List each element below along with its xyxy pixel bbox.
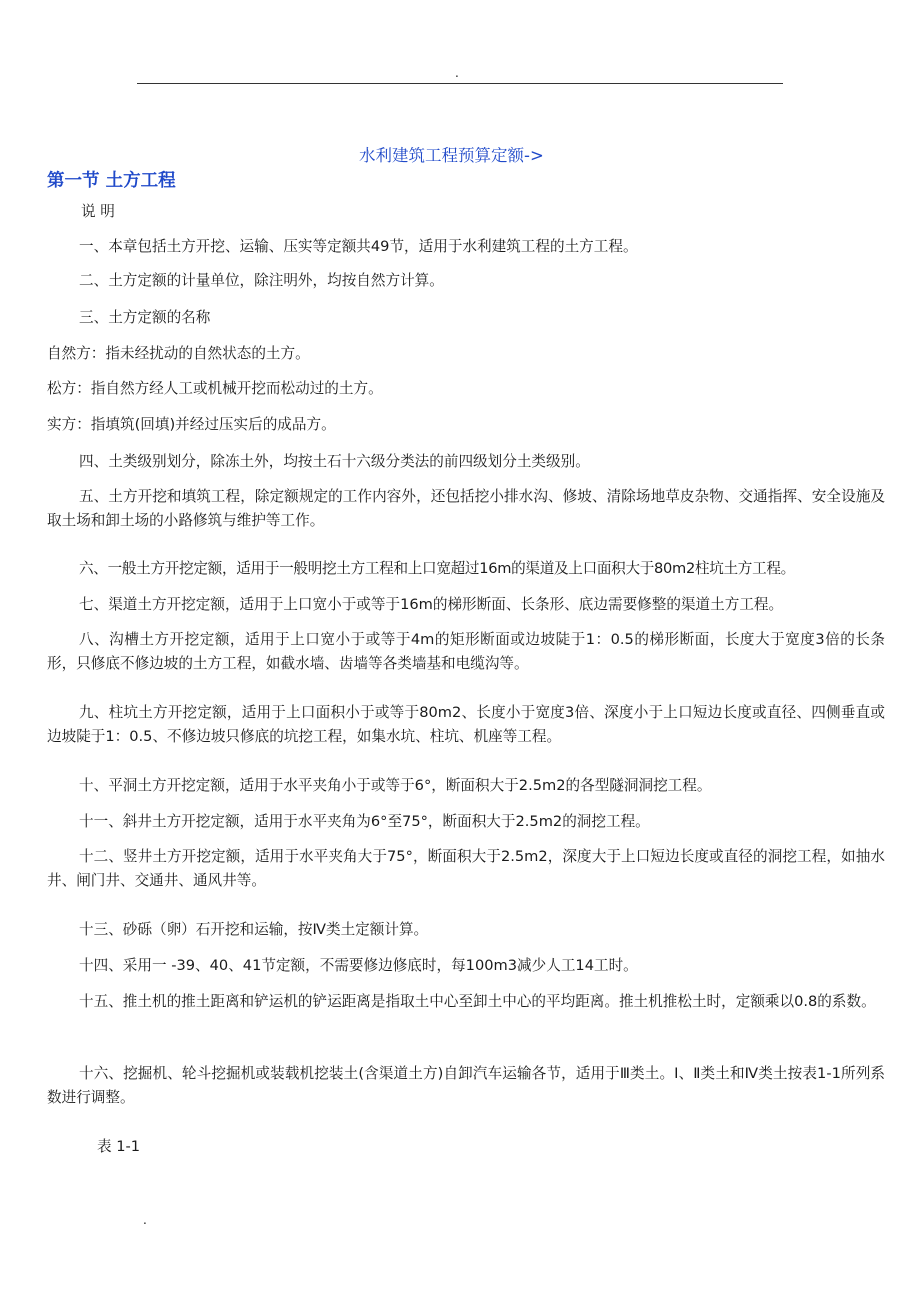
section-heading: 第一节 土方工程 [47, 171, 176, 191]
paragraph-2: 二、土方定额的计量单位，除注明外，均按自然方计算。 [79, 272, 444, 289]
paragraph-7: 四、土类级别划分，除冻土外，均按土石十六级分类法的前四级划分土类级别。 [79, 453, 590, 470]
footer-dot: . [143, 1213, 147, 1227]
paragraph-4: 自然方：指未经扰动的自然状态的土方。 [47, 345, 310, 362]
paragraph-5: 松方：指自然方经人工或机械开挖而松动过的土方。 [47, 380, 383, 397]
paragraph-19: 十六、挖掘机、轮斗挖掘机或装载机挖装土(含渠道土方)自卸汽车运输各节，适用于Ⅲ类土。Ⅰ、Ⅱ类土和Ⅳ类土按表1-1所列系数进行调整。 [47, 1065, 885, 1106]
document-title: 水利建筑工程预算定额-> [359, 146, 544, 165]
paragraph-16: 十三、砂砾（卵）石开挖和运输，按Ⅳ类土定额计算。 [79, 921, 429, 938]
paragraph-13: 十、平洞土方开挖定额，适用于水平夹角小于或等于6°，断面积大于2.5m2的各型隧洞洞挖工程。 [79, 777, 712, 794]
paragraph-1: 一、本章包括土方开挖、运输、压实等定额共49节，适用于水利建筑工程的土方工程。 [79, 238, 638, 255]
header-dot: . [455, 66, 459, 80]
paragraph-3: 三、土方定额的名称 [79, 309, 211, 326]
paragraph-8: 五、土方开挖和填筑工程，除定额规定的工作内容外，还包括挖小排水沟、修坡、清除场地草皮杂物、交通指挥、安全设施及取土场和卸土场的小路修筑与维护等工作。 [47, 488, 885, 529]
paragraph-9: 六、一般土方开挖定额，适用于一般明挖土方工程和上口宽超过16m的渠道及上口面积大于80m2柱坑土方工程。 [79, 560, 795, 577]
paragraph-14: 十一、斜井土方开挖定额，适用于水平夹角为6°至75°，断面积大于2.5m2的洞挖工程。 [79, 813, 650, 830]
paragraph-18: 十五、推土机的推土距离和铲运机的铲运距离是指取土中心至卸土中心的平均距离。推土机推松土时，定额乘以0.8的系数。 [79, 993, 876, 1010]
paragraph-15: 十二、竖井土方开挖定额，适用于水平夹角大于75°，断面积大于2.5m2，深度大于上口短边长度或直径的洞挖工程，如抽水井、闸门井、交通井、通风井等。 [47, 848, 885, 889]
table-label: 表 1-1 [97, 1138, 141, 1155]
explanation-label: 说 明 [81, 203, 115, 220]
paragraph-10: 七、渠道土方开挖定额，适用于上口宽小于或等于16m的梯形断面、长条形、底边需要修整的渠道土方工程。 [79, 596, 784, 613]
paragraph-6: 实方：指填筑(回填)并经过压实后的成品方。 [47, 416, 336, 433]
paragraph-17: 十四、采用一 -39、40、41节定额，不需要修边修底时，每100m3减少人工14工时。 [79, 957, 638, 974]
paragraph-12: 九、柱坑土方开挖定额，适用于上口面积小于或等于80m2、长度小于宽度3倍、深度小于上口短边长度或直径、四侧垂直或边坡陡于1：0.5、不修边坡只修底的坑挖工程，如集水坑、柱坑、机座等工程。 [47, 704, 885, 745]
paragraph-11: 八、沟槽土方开挖定额，适用于上口宽小于或等于4m的矩形断面或边坡陡于1：0.5的梯形断面，长度大于宽度3倍的长条形，只修底不修边坡的土方工程，如截水墙、齿墙等各类墙基和电缆沟等。 [47, 631, 885, 672]
header-rule [137, 83, 783, 84]
